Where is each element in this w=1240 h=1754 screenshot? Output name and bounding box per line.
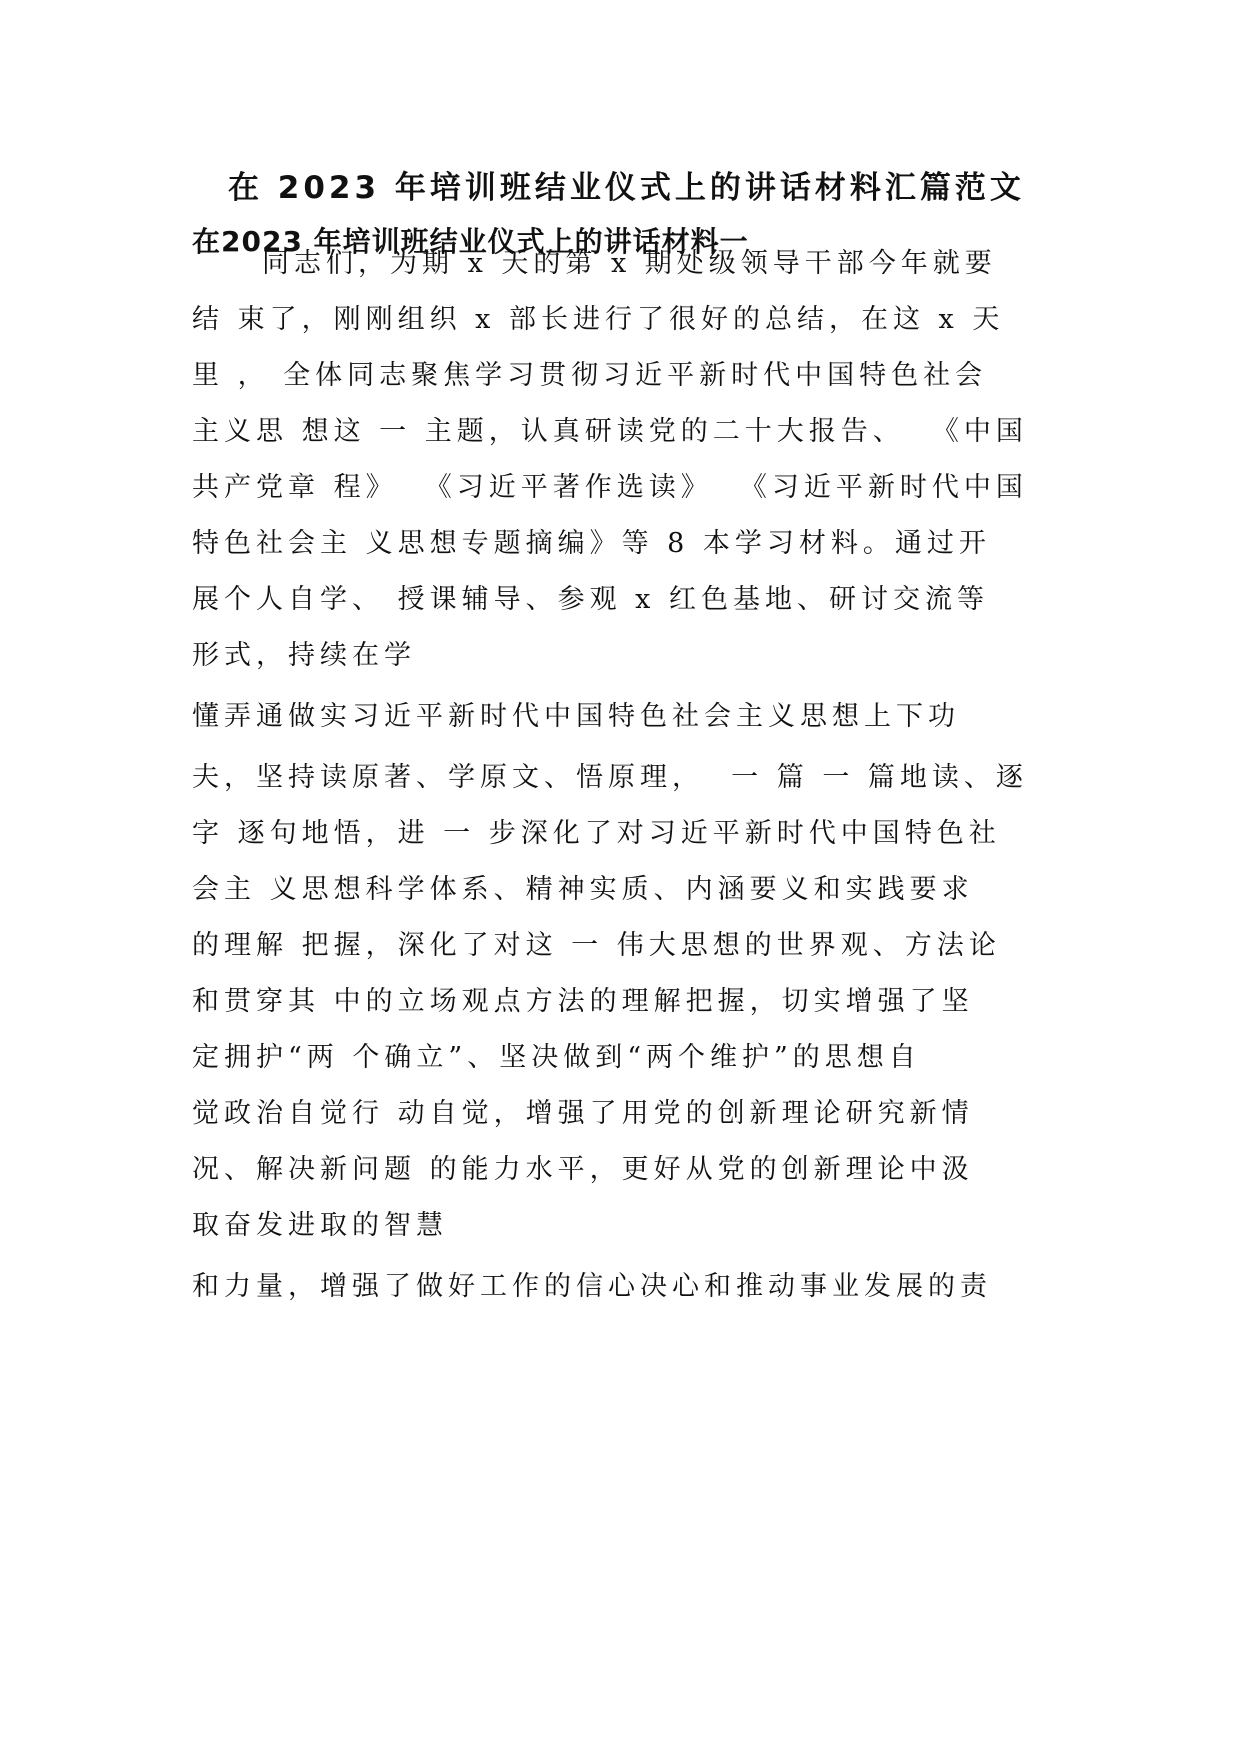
section-title: 在2023 年培训班结业仪式上的讲话材料一 bbox=[192, 225, 749, 258]
body-line: 懂弄通做实习近平新时代中国特色社会主义思想上下功 bbox=[192, 701, 960, 732]
body-line: 觉政治自觉行 动自觉，增强了用党的创新理论研究新情 bbox=[192, 1098, 974, 1129]
body-line: 形式，持续在学 bbox=[192, 640, 416, 671]
body-line: 结 束了，刚刚组织 x 部长进行了很好的总结，在这 x 天 bbox=[192, 304, 1005, 335]
body-line: 特色社会主 义思想专题摘编》等 8 本学习材料。通过开 bbox=[192, 528, 991, 559]
body-line: 况、解决新问题 的能力水平，更好从党的创新理论中汲 bbox=[192, 1154, 974, 1185]
body-line: 定拥护“两 个确立”、坚决做到“两个维护”的思想自 bbox=[192, 1042, 921, 1073]
body-line: 共产党章 程》 《习近平著作选读》 《习近平新时代中国 bbox=[192, 472, 1028, 503]
body-line: 取奋发进取的智慧 bbox=[192, 1210, 448, 1241]
body-line: 的理解 把握，深化了对这 一 伟大思想的世界观、方法论 bbox=[192, 930, 1001, 961]
body-line: 同志们，为期 x 天的第 x 期处级领导干部今年就要 bbox=[262, 248, 997, 279]
body-line: 字 逐句地悟，进 一 步深化了对习近平新时代中国特色社 bbox=[192, 818, 1001, 849]
body-line: 和力量，增强了做好工作的信心决心和推动事业发展的责 bbox=[192, 1271, 992, 1302]
body-line: 主义思 想这 一 主题，认真研读党的二十大报告、 《中国 bbox=[192, 416, 1028, 447]
document-title: 在 2023 年培训班结业仪式上的讲话材料汇篇范文 bbox=[228, 170, 1025, 206]
body-line: 会主 义思想科学体系、精神实质、内涵要义和实践要求 bbox=[192, 874, 974, 905]
body-line: 展个人自学、 授课辅导、参观 x 红色基地、研讨交流等 bbox=[192, 584, 989, 615]
body-line: 里 ， 全体同志聚焦学习贯彻习近平新时代中国特色社会 bbox=[192, 360, 988, 391]
body-line: 夫，坚持读原著、学原文、悟原理， 一 篇 一 篇地读、逐 bbox=[192, 762, 1028, 793]
body-line: 和贯穿其 中的立场观点方法的理解把握，切实增强了坚 bbox=[192, 986, 974, 1017]
